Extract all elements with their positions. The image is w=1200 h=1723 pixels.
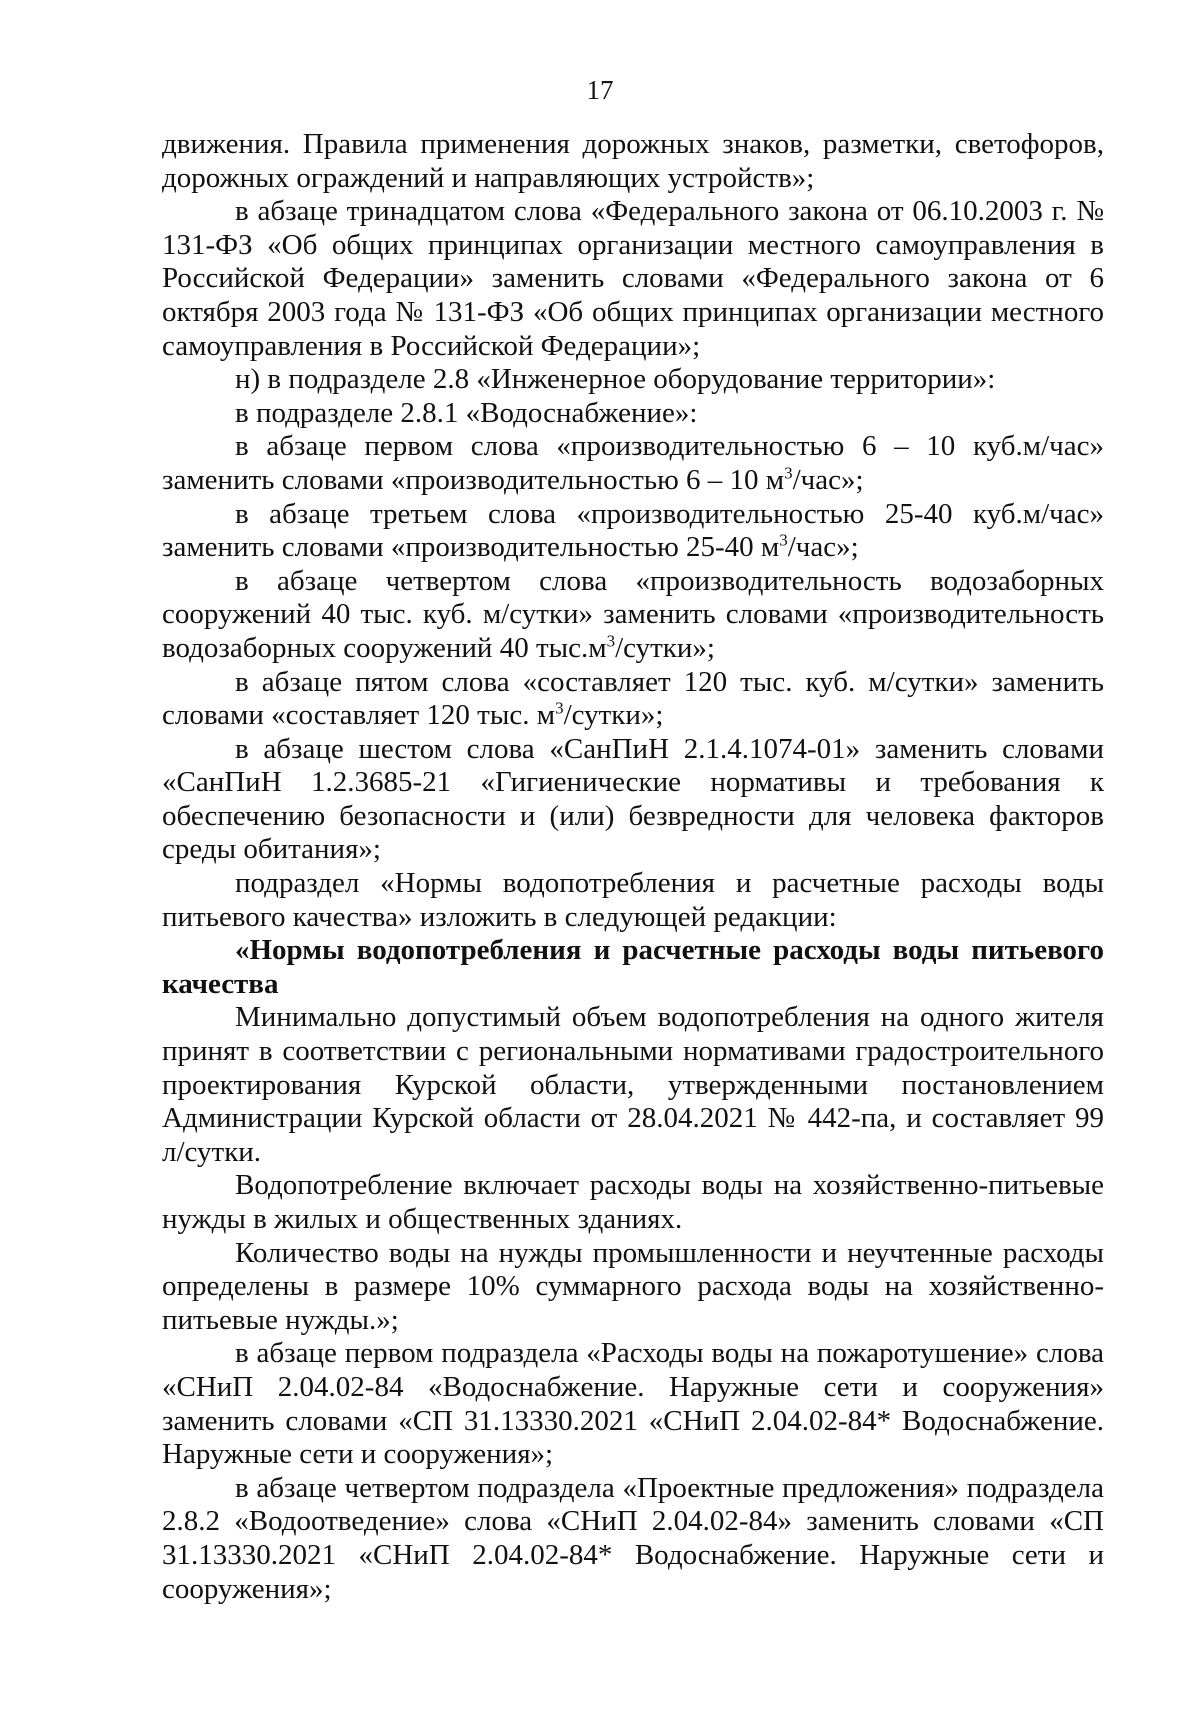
paragraph: в абзаце тринадцатом слова «Федерального закона от 06.10.2003 г. № 131-ФЗ «Об общих принципах организации местного самоуправления в Российской Федерации» заменить словами «Федерального закона от 6 октября 2003 года № 131-ФЗ «Об общих принципах организации местного самоуправления в Российской Федерации»; — [162, 195, 1104, 362]
paragraph — [162, 666, 1104, 733]
paragraph — [162, 430, 1104, 497]
paragraph-text: в абзаце третьем слова «производительностью 25-40 куб.м/час» заменить словами «производительностью 25-40 м — [162, 497, 1104, 564]
paragraph: Количество воды на нужды промышленности и неучтенные расходы определены в размере 10% суммарного расхода воды на хозяйственно-питьевые нужды.»; — [162, 1236, 1104, 1336]
paragraph: Водопотребление включает расходы воды на хозяйственно-питьевые нужды в жилых и общественных зданиях. — [162, 1169, 1104, 1235]
paragraph-text: в абзаце четвертом слова «производительность водозаборных сооружений 40 тыс. куб. м/сутки» заменить словами «производительность водозаборных сооружений 40 тыс.м — [162, 564, 1104, 664]
paragraph: в абзаце первом подраздела «Расходы воды на пожаротушение» слова «СНиП 2.04.02-84 «Водоснабжение. Наружные сети и сооружения» заменить словами «СП 31.13330.2021 «СНиП 2.04.02-84* Водоснабжение. Наружные сети и сооружения»; — [162, 1337, 1104, 1471]
paragraph-text: /час»; — [792, 463, 864, 496]
paragraph: в абзаце четвертом подраздела «Проектные предложения» подраздела 2.8.2 «Водоотведение» слова «СНиП 2.04.02-84» заменить словами «СП 31.13330.2021 «СНиП 2.04.02-84* Водоснабжение. Наружные сети и сооружения»; — [162, 1471, 1104, 1605]
superscript: 3 — [784, 463, 793, 483]
paragraph: н) в подразделе 2.8 «Инженерное оборудование территории»: — [235, 363, 996, 396]
paragraph — [162, 498, 1104, 565]
paragraph-text: /сутки»; — [615, 631, 715, 664]
page-number: 17 — [586, 75, 614, 105]
paragraph: в абзаце шестом слова «СанПиН 2.1.4.1074-01» заменить словами «СанПиН 1.2.3685-21 «Гигиенические нормативы и требования к обеспечению безопасности и (или) безвредности для человека факторов среды обитания»; — [162, 732, 1104, 866]
superscript: 3 — [779, 530, 788, 550]
paragraph — [162, 565, 1104, 666]
document-body — [162, 128, 1104, 1606]
paragraph-text: /час»; — [787, 531, 859, 564]
paragraph-text: в абзаце первом слова «производительностью 6 – 10 куб.м/час» заменить словами «производительностью 6 – 10 м — [162, 430, 1104, 496]
paragraph: в подразделе 2.8.1 «Водоснабжение»: — [235, 396, 698, 429]
superscript: 3 — [606, 631, 616, 651]
section-heading: «Нормы водопотребления и расчетные расходы воды питьевого качества — [162, 934, 1104, 1000]
paragraph: Минимально допустимый объем водопотребления на одного жителя принят в соответствии с региональными нормативами градостроительного проектирования Курской области, утвержденными постановлением Администрации Курской области от 28.04.2021 № 442-па, и составляет 99 л/сутки. — [162, 1001, 1104, 1168]
paragraph-text: /сутки»; — [563, 699, 664, 732]
superscript: 3 — [555, 698, 564, 718]
paragraph: движения. Правила применения дорожных знаков, разметки, светофоров, дорожных ограждений и направляющих устройств»; — [162, 128, 1104, 194]
paragraph: подраздел «Нормы водопотребления и расчетные расходы воды питьевого качества» изложить в следующей редакции: — [162, 867, 1104, 933]
paragraph-text: в абзаце пятом слова «составляет 120 тыс. куб. м/сутки» заменить словами «составляет 120 тыс. м — [162, 665, 1104, 732]
